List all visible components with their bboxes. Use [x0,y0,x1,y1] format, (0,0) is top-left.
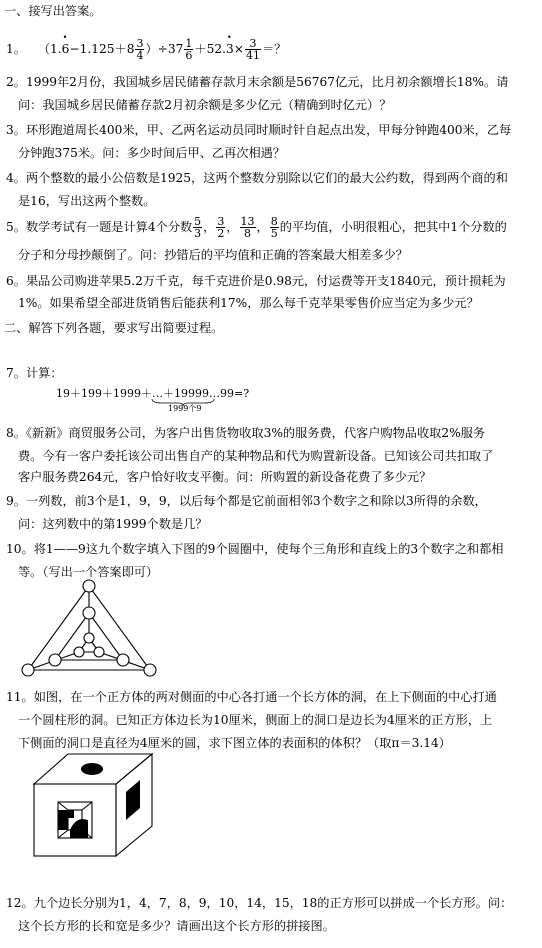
cube-with-holes-figure [30,750,160,860]
circle-inner-left [74,647,84,657]
section-one-heading: 一、接写出答案。 [4,4,102,18]
q12-line-1: 12。九个边长分别为1，4，7，8，9，10，14，15，18的正方形可以拼成一个长方形。问： [6,896,513,910]
q11-line-1: 11。如图，在一个正方体的两对侧面的中心各打通一个长方体的洞，在上下侧面的中心打通 [6,690,497,704]
circle-left [22,664,34,676]
q5-fraction-3: $\frac{13}{8}$ [240,215,255,240]
circle-mid-top [83,607,95,619]
section-two-heading: 二、解答下列各题，要求写出简要过程。 [4,321,224,335]
q2-line-1: 2。1999年2月份，我国城乡居民储蓄存款月末余额是56767亿元，比月初余额增长18%。请 [6,75,509,89]
q6-line-2: 1%。如果希望全部进货销售后能获利17%，那么每千克苹果零售价应当定为多少元？ [18,296,479,310]
triangle-circles-figure [22,580,157,680]
q5-fraction-4: $\frac{8}{5}$ [270,215,278,240]
q5-fraction-2: $\frac{3}{2}$ [217,215,225,240]
circle-inner-top [84,633,94,643]
q2-line-2: 问：我国城乡居民储蓄存款2月初余额是多少亿元（精确到时亿元）？ [18,98,392,112]
q1-fraction-3-4: $\frac{3}{4}$ [136,37,144,62]
q4-line-2: 是16，写出这两个整数。 [18,194,156,208]
q7-underbrace-label: 1999个9 [168,404,202,413]
q5-fraction-1: $\frac{5}{3}$ [194,215,202,240]
circle-inner-right [94,647,104,657]
circle-mid-left [49,654,61,666]
q6-line-1: 6。果品公司购进苹果5.2万千克，每千克进价是0.98元，付运费等开支1840元，预计损耗为 [6,274,506,288]
q12-line-2: 这个长方形的长和宽是多少？请画出这个长方形的拼接图。 [18,919,335,933]
circle-top [83,580,95,592]
circle-right [144,664,156,676]
q1-number: 1。 [6,42,26,56]
q5-line-1: 5。数学考试有一题是计算4个分数 $\frac{5}{3}$ ， $\frac{3}{2}$ ， $\frac{13}{8}$ ， $\frac{8}{5}$ 的平均值，小明很粗心，把其中1个分数的 [6,215,507,240]
q1-fraction-3-41: $\frac{3}{41}$ [245,37,260,62]
q1-expression: 1。 （1.• 6−1.125＋8 $\frac{3}{4}$ ）÷37 $\frac{1}{6}$ ＋52.• 3× $\frac{3}{41}$ ＝？ [6,38,286,61]
q10-line-2: 等。（写出一个答案即可） [18,565,159,579]
q3-line-1: 3。环形跑道周长400米，甲、乙两名运动员同时顺时针自起点出发，甲每分钟跑400米，乙每 [6,123,512,137]
q11-line-2: 一个圆柱形的洞。已知正方体边长为10厘米，侧面上的洞口是边长为4厘米的正方形，上 [18,713,493,727]
top-circular-hole [81,763,103,775]
q9-line-1: 9。一列数，前3个是1，9，9，以后每个都是它前面相邻3个数字之和除以3所得的余数， [6,494,487,508]
q9-line-2: 问：这列数中的第1999个数是几？ [18,517,208,531]
q4-line-1: 4。两个整数的最小公倍数是1925，这两个整数分别除以它们的最大公约数，得到两个商的和 [6,171,508,185]
q8-line-2: 费。今有一客户委托该公司出售自产的某种物品和代为购置新设备。已知该公司共扣取了 [18,449,494,463]
q7-expression: 19＋199＋1999＋…＋19999…99=? [56,387,250,400]
circle-mid-right [117,654,129,666]
q5-line-2: 分子和分母抄颠倒了。问：抄错后的平均值和正确的答案最大相差多少？ [18,248,408,262]
q1-fraction-1-6: $\frac{1}{6}$ [185,37,193,62]
q10-line-1: 10。将1——9这九个数字填入下图的9个圆圈中，使每个三角形和直线上的3个数字之和都相 [6,542,504,556]
q8-line-3: 客户服务费264元，客户恰好收支平衡。问：所购置的新设备花费了多少元？ [18,470,432,484]
side-square-hole [126,780,140,820]
q8-line-1: 8。《新新》商贸服务公司，为客户出售货物收取3%的服务费，代客户购物品收取2%服务 [6,426,486,440]
q3-line-2: 分钟跑375米。问：多少时间后甲、乙再次相遇？ [18,146,286,160]
q11-line-3: 下侧面的洞口是直径为4厘米的圆，求下图立体的表面积的体积？（取π＝3.14） [18,736,451,750]
q7-label: 7。计算： [6,366,63,380]
